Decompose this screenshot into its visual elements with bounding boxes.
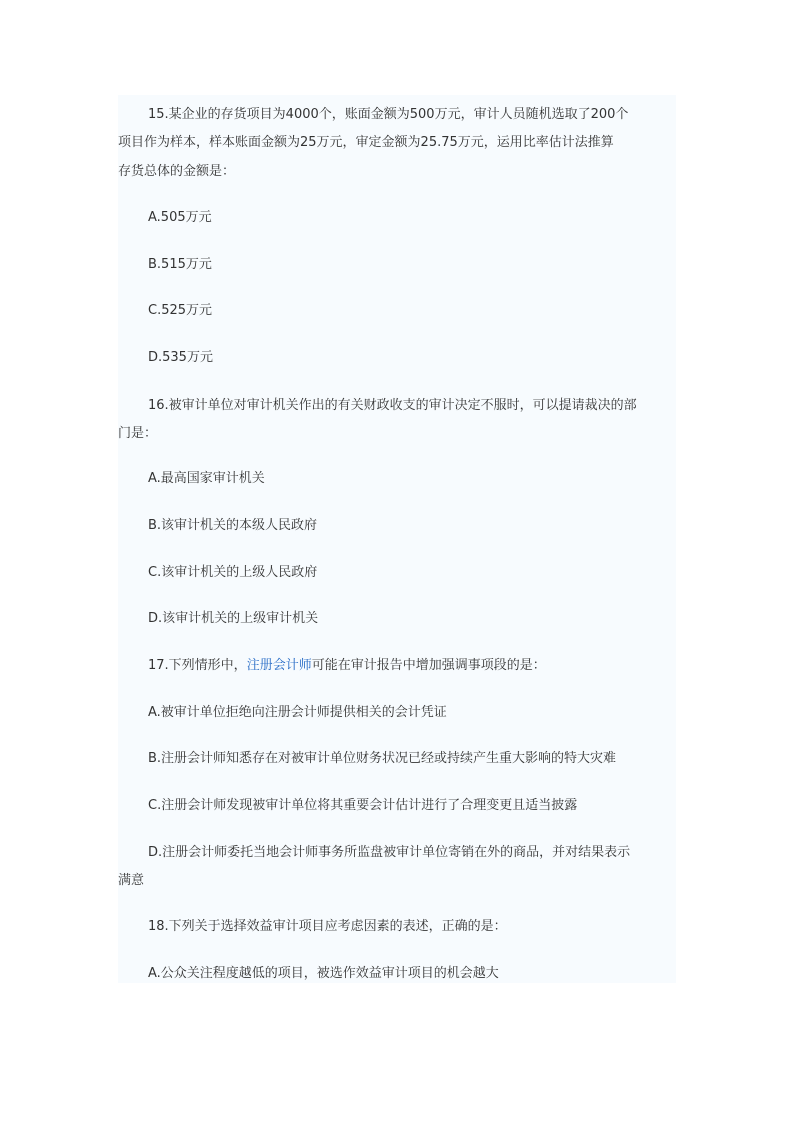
question-18-text: 18.下列关于选择效益审计项目应考虑因素的表述，正确的是： [148,919,507,934]
question-15-text: 项目作为样本，样本账面金额为25万元，审定金额为25.75万元，运用比率估计法推算 [118,135,614,150]
question-16-text: 门是： [118,426,158,441]
question-16-option-b: B.该审计机关的本级人民政府 [148,518,318,533]
question-15-option-d: D.535万元 [148,350,213,365]
question-17-suffix: 可能在审计报告中增加强调事项段的是： [311,658,546,673]
question-17-prefix: 17.下列情形中， [148,658,247,673]
question-15-text: 15.某企业的存货项目为4000个，账面金额为500万元，审计人员随机选取了200个 [148,107,629,122]
question-15-option-a: A.505万元 [148,210,212,225]
question-15-option-b: B.515万元 [148,257,212,272]
question-16-option-c: C.该审计机关的上级人民政府 [148,565,318,580]
question-16-text: 16.被审计单位对审计机关作出的有关财政收支的审计决定不服时，可以提请裁决的部 [148,398,637,413]
question-16-option-a: A.最高国家审计机关 [148,471,265,486]
cpa-link[interactable]: 注册会计师 [246,658,312,673]
question-17-option-d: D.注册会计师委托当地会计师事务所监盘被审计单位寄销在外的商品，并对结果表示 [148,845,631,860]
question-17-option-c: C.注册会计师发现被审计单位将其重要会计估计进行了合理变更且适当披露 [148,798,578,813]
question-17-text [148,658,546,674]
question-17-option-a: A.被审计单位拒绝向注册会计师提供相关的会计凭证 [148,705,447,720]
question-15-text: 存货总体的金额是： [118,164,236,179]
question-17-option-b: B.注册会计师知悉存在对被审计单位财务状况已经或持续产生重大影响的特大灾难 [148,751,617,766]
question-18-option-a: A.公众关注程度越低的项目，被选作效益审计项目的机会越大 [148,966,499,981]
question-16-option-d: D.该审计机关的上级审计机关 [148,611,319,626]
question-17-option-d-cont: 满意 [118,873,145,888]
question-15-option-c: C.525万元 [148,303,213,318]
